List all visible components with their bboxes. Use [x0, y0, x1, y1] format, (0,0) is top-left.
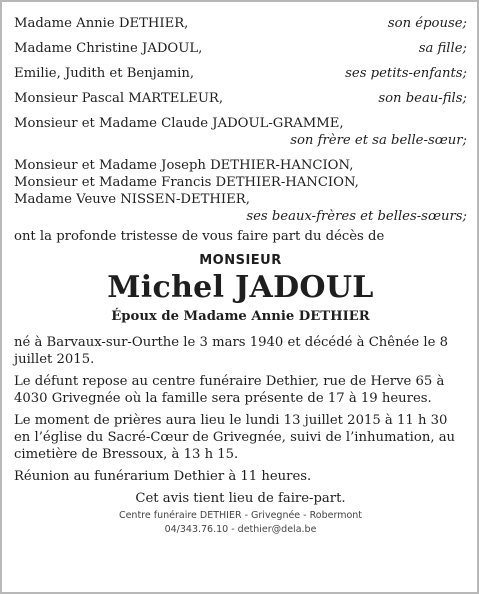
family-relation: sa fille; — [418, 41, 467, 56]
family-row-spouse — [14, 15, 467, 32]
footer-line: Centre funéraire DETHIER - Grivegnée - Robermont — [118, 510, 363, 521]
family-relation: son épouse; — [387, 16, 467, 31]
family-member-name: Monsieur Pascal MARTELEUR, — [14, 91, 224, 106]
closing-text: Cet avis tient lieu de faire-part. — [135, 491, 346, 506]
deceased-spouse-line: Époux de Madame Annie DETHIER — [111, 309, 370, 324]
inlaws-relation: ses beaux-frères et belles-sœurs; — [246, 209, 467, 224]
inlaws-line: Monsieur et Madame Francis DETHIER-HANCION, — [14, 175, 359, 190]
sibling-line: Monsieur et Madame Claude JADOUL-GRAMME, — [14, 116, 344, 131]
funeral-home-footer — [14, 509, 467, 537]
family-row-grandchildren — [14, 65, 467, 82]
deceased-name: Michel JADOUL — [107, 270, 374, 305]
deceased-title: MONSIEUR — [199, 253, 282, 268]
announcement-text: ont la profonde tristesse de vous faire part du décès de — [14, 229, 385, 244]
inlaws-line: Madame Veuve NISSEN-DETHIER, — [14, 192, 250, 207]
family-member-name: Emilie, Judith et Benjamin, — [14, 66, 195, 81]
family-relation: ses petits-enfants; — [345, 66, 467, 81]
notice-content — [14, 15, 467, 537]
family-row-son-in-law — [14, 90, 467, 107]
birth-death-paragraph: né à Barvaux-sur-Ourthe le 3 mars 1940 et décédé à Chênée le 8 juillet 2015. — [14, 335, 448, 367]
reunion-paragraph: Réunion au funérarium Dethier à 11 heures. — [14, 469, 312, 484]
family-relation: son beau-fils; — [378, 91, 467, 106]
family-member-name: Madame Christine JADOUL, — [14, 41, 203, 56]
inlaws-group — [14, 157, 467, 225]
inlaws-line: Monsieur et Madame Joseph DETHIER-HANCION, — [14, 158, 354, 173]
family-row-daughter — [14, 40, 467, 57]
sibling-group — [14, 115, 467, 149]
sibling-relation: son frère et sa belle-sœur; — [290, 133, 467, 148]
family-member-name: Madame Annie DETHIER, — [14, 16, 189, 31]
repose-paragraph: Le défunt repose au centre funéraire Dethier, rue de Herve 65 à 4030 Grivegnée où la famille sera présente de 17 à 19 heures. — [14, 374, 445, 406]
footer-contact: 04/343.76.10 - dethier@dela.be — [164, 524, 317, 535]
prayer-paragraph: Le moment de prières aura lieu le lundi 13 juillet 2015 à 11 h 30 en l’église du Sacré-Cœur de Grivegnée, suivi de l’inhumation, au cimetière de Bressoux, à 13 h 15. — [14, 413, 456, 462]
